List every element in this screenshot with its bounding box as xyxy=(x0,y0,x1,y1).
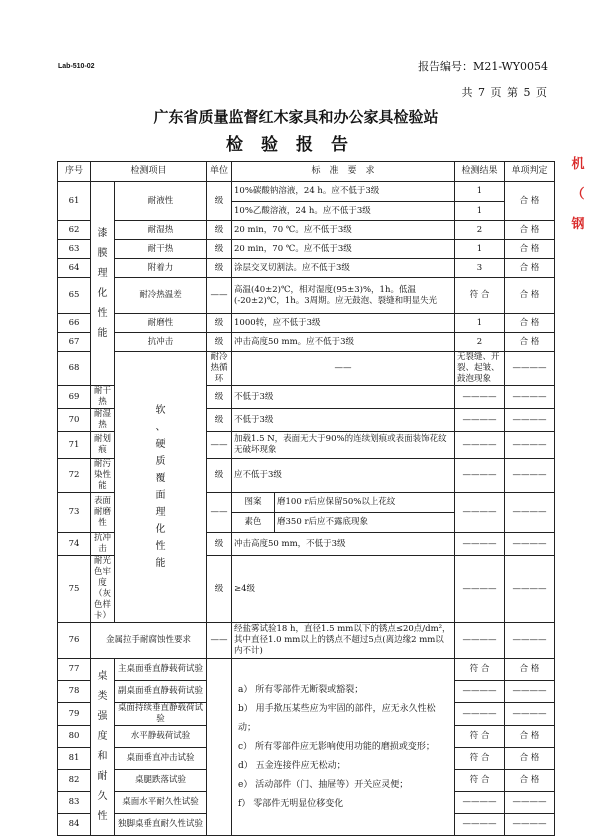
test-result: ———— xyxy=(455,556,505,623)
judgement: 合 格 xyxy=(505,182,555,221)
judgement: ———— xyxy=(505,386,555,409)
table-row xyxy=(58,221,555,240)
requirement: 无裂缝、开裂、起皱、鼓泡现象 xyxy=(455,352,505,386)
test-item: 耐划痕 xyxy=(91,432,115,459)
row-number: 78 xyxy=(58,681,91,703)
unit: 级 xyxy=(207,221,232,240)
row-number: 84 xyxy=(58,814,91,836)
judgement: 合 格 xyxy=(505,221,555,240)
test-item: 桌腿跌落试验 xyxy=(115,770,207,792)
unit: 级 xyxy=(207,240,232,259)
test-result: ———— xyxy=(505,352,555,386)
table-header-row xyxy=(58,162,555,182)
row-number: 63 xyxy=(58,240,91,259)
requirement-line: f） 零部件无明显位移变化 xyxy=(238,798,344,809)
table-row xyxy=(58,659,555,681)
judgement: ———— xyxy=(505,432,555,459)
row-number: 82 xyxy=(58,770,91,792)
row-number: 70 xyxy=(58,409,91,432)
requirement: 20 min，70 ℃。应不低于3级 xyxy=(232,221,455,240)
test-result: 1 xyxy=(455,314,505,333)
row-number: 76 xyxy=(58,623,91,659)
test-result: 1 xyxy=(455,240,505,259)
col-header-item: 检测项目 xyxy=(91,162,207,182)
category-paint-film: 漆 膜 理 化 性 能 xyxy=(91,182,115,386)
judgement: 合 格 xyxy=(505,278,555,314)
judgement: 合 格 xyxy=(505,259,555,278)
judgement: ———— xyxy=(505,814,555,836)
judgement: ———— xyxy=(505,792,555,814)
surface-type: 图案 xyxy=(232,493,275,513)
judgement: ———— xyxy=(505,493,555,533)
col-header-result: 检测结果 xyxy=(455,162,505,182)
requirement: 涂层交叉切割法。应不低于3级 xyxy=(232,259,455,278)
requirement: 加载1.5 N，表面无大于90%的连续划痕或表面装饰花纹无破坏现象 xyxy=(232,432,455,459)
test-item: 独脚桌垂直耐久性试验 xyxy=(115,814,207,836)
abrasion-subtable xyxy=(232,493,454,532)
test-result: 1 xyxy=(455,202,505,221)
requirement-line: d） 五金连接件应无松动； xyxy=(238,760,346,771)
requirement-line: c） 所有零部件应无影响使用功能的磨损或变形； xyxy=(238,741,435,752)
col-header-no: 序号 xyxy=(58,162,91,182)
table-row xyxy=(58,352,555,386)
unit: 级 xyxy=(207,333,232,352)
test-item: 副桌面垂直静载荷试验 xyxy=(115,681,207,703)
row-number: 74 xyxy=(58,533,91,556)
requirement-line: b） 用手揿压某些应为牢固的部件，应无永久性松动； xyxy=(238,703,436,733)
test-item: 耐液性 xyxy=(115,182,207,221)
unit: 级 xyxy=(207,459,232,493)
lab-code: Lab-510-02 xyxy=(58,63,95,70)
row-number: 64 xyxy=(58,259,91,278)
test-result: ———— xyxy=(455,409,505,432)
judgement: ———— xyxy=(505,703,555,726)
requirement-line: a） 所有零部件无断裂或豁裂； xyxy=(238,684,364,695)
row-number: 79 xyxy=(58,703,91,726)
judgement: ———— xyxy=(505,459,555,493)
test-item: 耐冷热循环 xyxy=(207,352,232,386)
test-item: 抗冲击 xyxy=(91,533,115,556)
unit: —— xyxy=(207,278,232,314)
test-result: 3 xyxy=(455,259,505,278)
judgement: ———— xyxy=(505,409,555,432)
row-number: 77 xyxy=(58,659,91,681)
test-result: ———— xyxy=(455,432,505,459)
table-row xyxy=(58,240,555,259)
inspection-table xyxy=(57,161,555,836)
row-number: 61 xyxy=(58,182,91,221)
test-result: ———— xyxy=(455,623,505,659)
requirement: 冲击高度50 mm。应不低于3级 xyxy=(232,333,455,352)
col-header-unit: 单位 xyxy=(207,162,232,182)
judgement: 合 格 xyxy=(505,748,555,770)
test-item: 桌面水平耐久性试验 xyxy=(115,792,207,814)
requirement: 冲击高度50 mm，不低于3级 xyxy=(232,533,455,556)
test-item: 抗冲击 xyxy=(115,333,207,352)
judgement: 合 格 xyxy=(505,726,555,748)
requirement: 经盐雾试验18 h，直径1.5 mm以下的锈点≤20点/dm²，其中直径1.0 mm以上的锈点不超过5点(离边缘2 mm以内不计) xyxy=(232,623,455,659)
unit: 级 xyxy=(207,314,232,333)
judgement: ———— xyxy=(505,533,555,556)
test-item: 耐光色牢度（灰色样卡） xyxy=(91,556,115,623)
test-item: 主桌面垂直静载荷试验 xyxy=(115,659,207,681)
requirement: 高温(40±2)℃，相对湿度(95±3)%，1h。低温(-20±2)℃，1h。3周期。应无鼓泡、裂缝和明显失光 xyxy=(232,278,455,314)
row-number: 72 xyxy=(58,459,91,493)
table-row xyxy=(58,314,555,333)
test-item: 桌面垂直冲击试验 xyxy=(115,748,207,770)
category-soft-hard-overlay: 软 、 硬 质 覆 面 理 化 性 能 xyxy=(115,352,207,623)
row-number: 68 xyxy=(58,352,91,386)
requirement: ≥4级 xyxy=(232,556,455,623)
organization-name: 广东省质量监督红木家具和办公家具检验站 xyxy=(153,108,439,126)
test-result: 2 xyxy=(455,221,505,240)
test-item: 金属拉手耐腐蚀性要求 xyxy=(91,623,207,659)
judgement: ———— xyxy=(505,681,555,703)
surface-type: 素色 xyxy=(232,513,275,533)
table-row xyxy=(58,623,555,659)
test-result: 符 合 xyxy=(455,770,505,792)
stamp-char: 钢 xyxy=(571,217,585,232)
test-result: 符 合 xyxy=(455,659,505,681)
unit: 级 xyxy=(207,556,232,623)
judgement: 合 格 xyxy=(505,240,555,259)
test-item: 耐污染性能 xyxy=(91,459,115,493)
judgement: ———— xyxy=(505,623,555,659)
test-item: 耐干热 xyxy=(115,240,207,259)
judgement: ———— xyxy=(505,556,555,623)
test-item: 耐湿热 xyxy=(91,409,115,432)
red-seal-stamp xyxy=(564,150,592,270)
abrasion-requirement: 磨350 r后应不露底现象 xyxy=(275,513,455,533)
stamp-char: （ xyxy=(571,187,585,202)
unit xyxy=(207,659,232,836)
test-item: 耐湿热 xyxy=(115,221,207,240)
test-result: ———— xyxy=(455,533,505,556)
abrasion-requirement: 磨100 r后应保留50%以上花纹 xyxy=(277,497,396,507)
stamp-char: 机 xyxy=(571,157,585,172)
test-result: 2 xyxy=(455,333,505,352)
unit: 级 xyxy=(207,409,232,432)
requirement: 20 min，70 ℃。应不低于3级 xyxy=(232,240,455,259)
test-item: 耐冷热温差 xyxy=(115,278,207,314)
test-item: 表面耐磨性 xyxy=(91,493,115,533)
report-number: 报告编号：M21-WY0054 xyxy=(418,60,548,73)
test-item: 耐磨性 xyxy=(115,314,207,333)
judgement: 合 格 xyxy=(505,770,555,792)
requirement-subtable xyxy=(232,493,455,533)
col-header-judgement: 单项判定 xyxy=(505,162,555,182)
test-result: 1 xyxy=(455,182,505,202)
row-number: 65 xyxy=(58,278,91,314)
row-number: 66 xyxy=(58,314,91,333)
test-result: 符 合 xyxy=(455,278,505,314)
test-result: ———— xyxy=(455,703,505,726)
test-result: ———— xyxy=(455,386,505,409)
test-result: ———— xyxy=(455,459,505,493)
row-number: 67 xyxy=(58,333,91,352)
strength-requirements xyxy=(232,659,455,836)
category-desk-strength: 桌 类 强 度 和 耐 久 性 xyxy=(91,659,115,836)
col-header-requirement: 标 准 要 求 xyxy=(232,162,455,182)
row-number: 81 xyxy=(58,748,91,770)
test-result: ———— xyxy=(455,681,505,703)
row-number: 75 xyxy=(58,556,91,623)
test-item: 耐干热 xyxy=(91,386,115,409)
requirement-line: e） 活动部件（门、抽屉等）开关应灵便； xyxy=(238,779,409,790)
requirement: 1000转，应不低于3级 xyxy=(232,314,455,333)
row-number: 69 xyxy=(58,386,91,409)
test-result: ———— xyxy=(455,814,505,836)
table-row xyxy=(58,259,555,278)
subtable-row xyxy=(232,493,454,513)
judgement: 合 格 xyxy=(505,314,555,333)
test-item: 水平静载荷试验 xyxy=(115,726,207,748)
table-row xyxy=(58,333,555,352)
requirement: 10%乙酸溶液，24 h。应不低于3级 xyxy=(232,202,455,221)
judgement: 合 格 xyxy=(505,333,555,352)
test-result: 符 合 xyxy=(455,748,505,770)
unit: 级 xyxy=(207,259,232,278)
unit: —— xyxy=(207,623,232,659)
requirement: 不低于3级 xyxy=(232,409,455,432)
row-number: 73 xyxy=(58,493,91,533)
report-title: 检验报告 xyxy=(226,135,366,155)
row-number: 71 xyxy=(58,432,91,459)
row-number: 80 xyxy=(58,726,91,748)
test-item: 附着力 xyxy=(115,259,207,278)
requirement: 10%碳酸钠溶液，24 h。应不低于3级 xyxy=(232,182,455,202)
row-number: 83 xyxy=(58,792,91,814)
unit: —— xyxy=(232,352,455,386)
test-result: ———— xyxy=(455,493,505,533)
unit: 级 xyxy=(207,386,232,409)
unit: 级 xyxy=(207,182,232,221)
table-row xyxy=(58,182,555,202)
row-number: 62 xyxy=(58,221,91,240)
test-result: ———— xyxy=(455,792,505,814)
requirement: 应不低于3级 xyxy=(232,459,455,493)
table-row xyxy=(58,278,555,314)
unit: 级 xyxy=(207,533,232,556)
requirement: 不低于3级 xyxy=(232,386,455,409)
judgement: 合 格 xyxy=(505,659,555,681)
test-result: 符 合 xyxy=(455,726,505,748)
subtable-row xyxy=(232,513,454,533)
unit: —— xyxy=(207,432,232,459)
page-count: 共 7 页 第 5 页 xyxy=(461,86,548,99)
test-item: 桌面持续垂直静载荷试验 xyxy=(115,703,207,726)
unit: —— xyxy=(207,493,232,533)
